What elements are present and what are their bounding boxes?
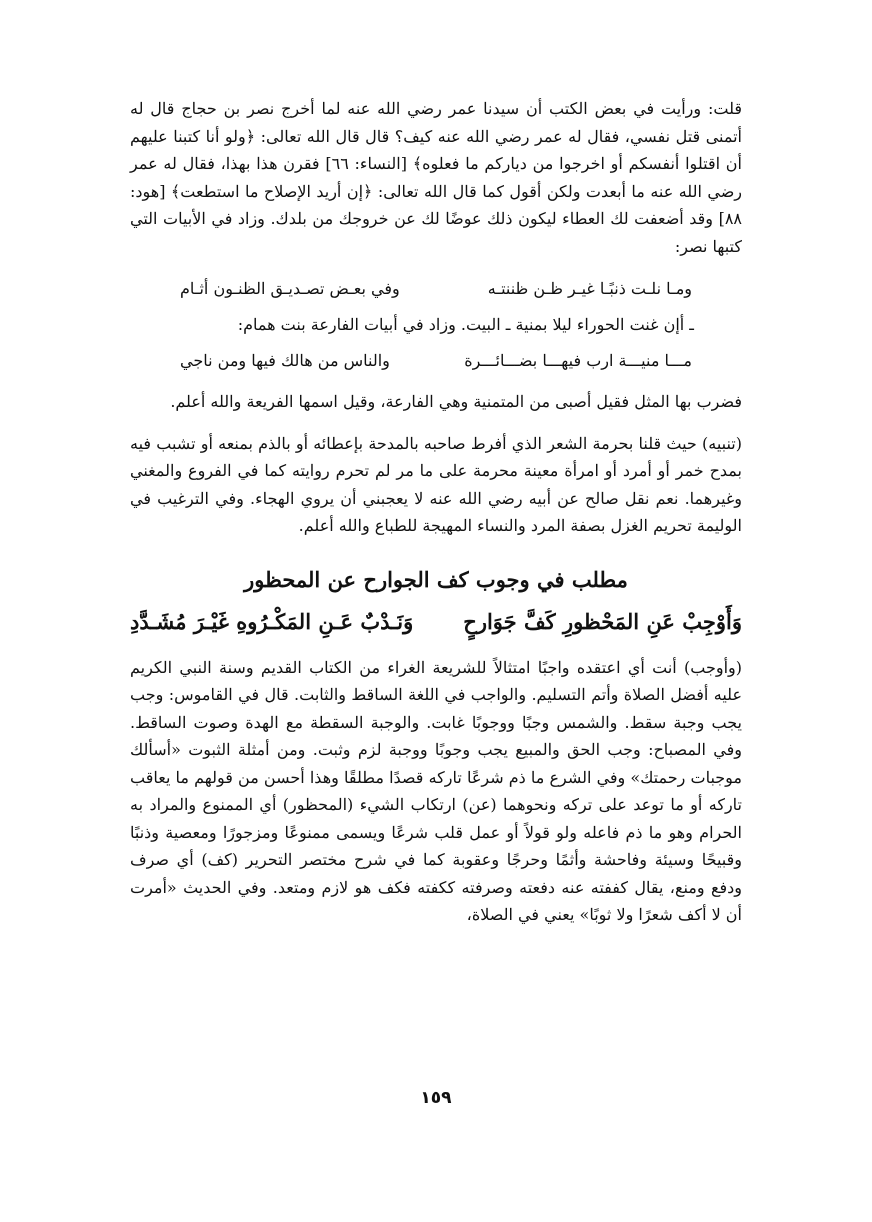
text-line: الهجاء. وفي الترغيب في الوليمة تحريم الغزل بصفة المرد والنساء المهيجة للطباع والله: [130, 488, 742, 535]
page-number: ١٥٩: [420, 1088, 452, 1108]
text-line: فكف هو لازم ومتعد. وفي الحديث «أمرت أن لا أكف شعرًا ولا ثوبًا» يعني في الصلاة،: [130, 877, 742, 924]
verse-hemistich-first: وَأَوْجِبْ عَنِ المَحْظورِ كَفَّ جَوَارحٍ: [463, 608, 742, 634]
text-line: ومن أمثلة الثبوت «أسألك موجبات رحمتك» وفي الشرع ما ذم شرعًا تاركه قصدًا مطلقًا: [130, 740, 742, 787]
text-line: ويسمى ممنوعًا ومزجورًا ومعصية وذنبًا وقبيحًا وسيئة وفاحشة وأثمًا وحرجًا وعقوبة كما في: [130, 822, 742, 869]
paragraph-4-commentary: [130, 654, 742, 929]
text-line: الكريم عليه أفضل الصلاة وأتم التسليم. والواجب في اللغة الساقط والثابت. قال في: [130, 657, 742, 704]
text-line: (المحظور) أي الممنوع والمراد به الحرام وهو ما ذم فاعله ولو قولاً أو عمل قلب شرعًا: [130, 795, 742, 842]
verse-hemistich-first: مـــا منيـــة ارب فيهـــا بضـــائـــرة: [464, 351, 692, 370]
text-line: عليهم أن اقتلوا أنفسكم أو اخرجوا من دياركم ما فعلوه﴾ [النساء: ٦٦] فقرن هذا بهذا،: [130, 126, 743, 173]
text-line: تشبب فيه بمدح خمر أو أمرد أو امرأة معينة محرمة على ما مر لم تحرم روايته كما في: [130, 433, 743, 480]
paragraph-3-note: [130, 430, 742, 540]
verse-hemistich-second: والناس من هالك فيها ومن ناجي: [180, 351, 390, 370]
verse-hemistich-first: ومـا نلـت ذنبًـا غيـر ظـن ظننتـه: [487, 279, 692, 298]
section-heading: مطلب في وجوب كف الجوارح عن المحظور: [244, 566, 628, 592]
main-poem-verse: [130, 600, 742, 644]
poetry-verse-1: [130, 270, 742, 308]
text-line: القاموس: وجب يجب وجبة سقط. والشمس وجبًا ووجوبًا غابت. والوجبة السقطة مع: [130, 685, 743, 732]
text-line: شرح مختصر التحرير (كف) أي صرف ودفع ومنع، يقال كففته عنه دفعته وصرفته ككفته: [130, 850, 742, 897]
text-line: الفروع والمغني وغيرهما. نعم نقل صالح عن أبيه رضي الله عنه لا يعجبني أن يروي: [130, 461, 742, 508]
paragraph-1: [130, 95, 742, 260]
text-line: وهذا أحسن من قولهم ما يعاقب تاركه أو ما توعد على تركه ونحوهما (عن) ارتكاب الشيء: [130, 767, 743, 814]
verse-hemistich-second: وفي بعـض تصـديـق الظنـون أثـام: [180, 279, 400, 298]
paragraph-2: [130, 388, 742, 416]
page-body: [130, 95, 742, 929]
text-line: (وأوجب) أنت أي اعتقده واجبًا امتثالاً للشريعة الغراء من الكتاب القديم وسنة النبي: [172, 657, 743, 677]
text-line: فضرب بها المثل فقيل أصبى من المتمنية وهي الفارعة، وقيل اسمها الفريعة والله: [205, 392, 742, 411]
text-line: فقال له عمر رضي الله عنه ما أبعدت ولكن أقول كما قال الله تعالى: ﴿إن أريد الإصلاح ما: [130, 154, 743, 201]
text-line: أعلم.: [170, 392, 206, 411]
text-line: (تنبيه) حيث قلنا بحرمة الشعر الذي أفرط صاحبه بالمدحة بإعطائه أو بالذم بمنعه أو: [195, 433, 742, 453]
text-line: استطعت﴾ [هود: ٨٨] وقد أضعفت لك العطاء ليكون ذلك عوضًا لك عن خروجك من: [130, 181, 743, 228]
text-line: قلت: ورأيت في بعض الكتب أن سيدنا عمر رضي الله عنه لما أخرج نصر بن حجاج: [174, 99, 743, 118]
verse-hemistich-second: وَنَـدْبٌ عَـنِ المَكْـرُوهِ غَيْـرَ مُشَـدَّدِ: [130, 608, 414, 634]
verse-note: ـ أإن غنت الحوراء ليلا بمنية ـ البيت. وزاد في أبيات الفارعة بنت همام:: [237, 315, 694, 334]
text-line: بلدك. وزاد في الأبيات التي كتبها نصر:: [130, 209, 742, 256]
text-line: قال له أتمنى قتل نفسي، فقال له عمر رضي الله عنه كيف؟ قال قال الله تعالى: ﴿ولو أنا كتبنا: [130, 99, 743, 146]
text-line: الهدة وصوت الساقط. وفي المصباح: وجب الحق والمبيع يجب وجوبًا ووجبة لزم وثبت.: [130, 712, 742, 759]
text-line: أعلم.: [298, 516, 334, 535]
poetry-verse-2: [130, 342, 742, 380]
